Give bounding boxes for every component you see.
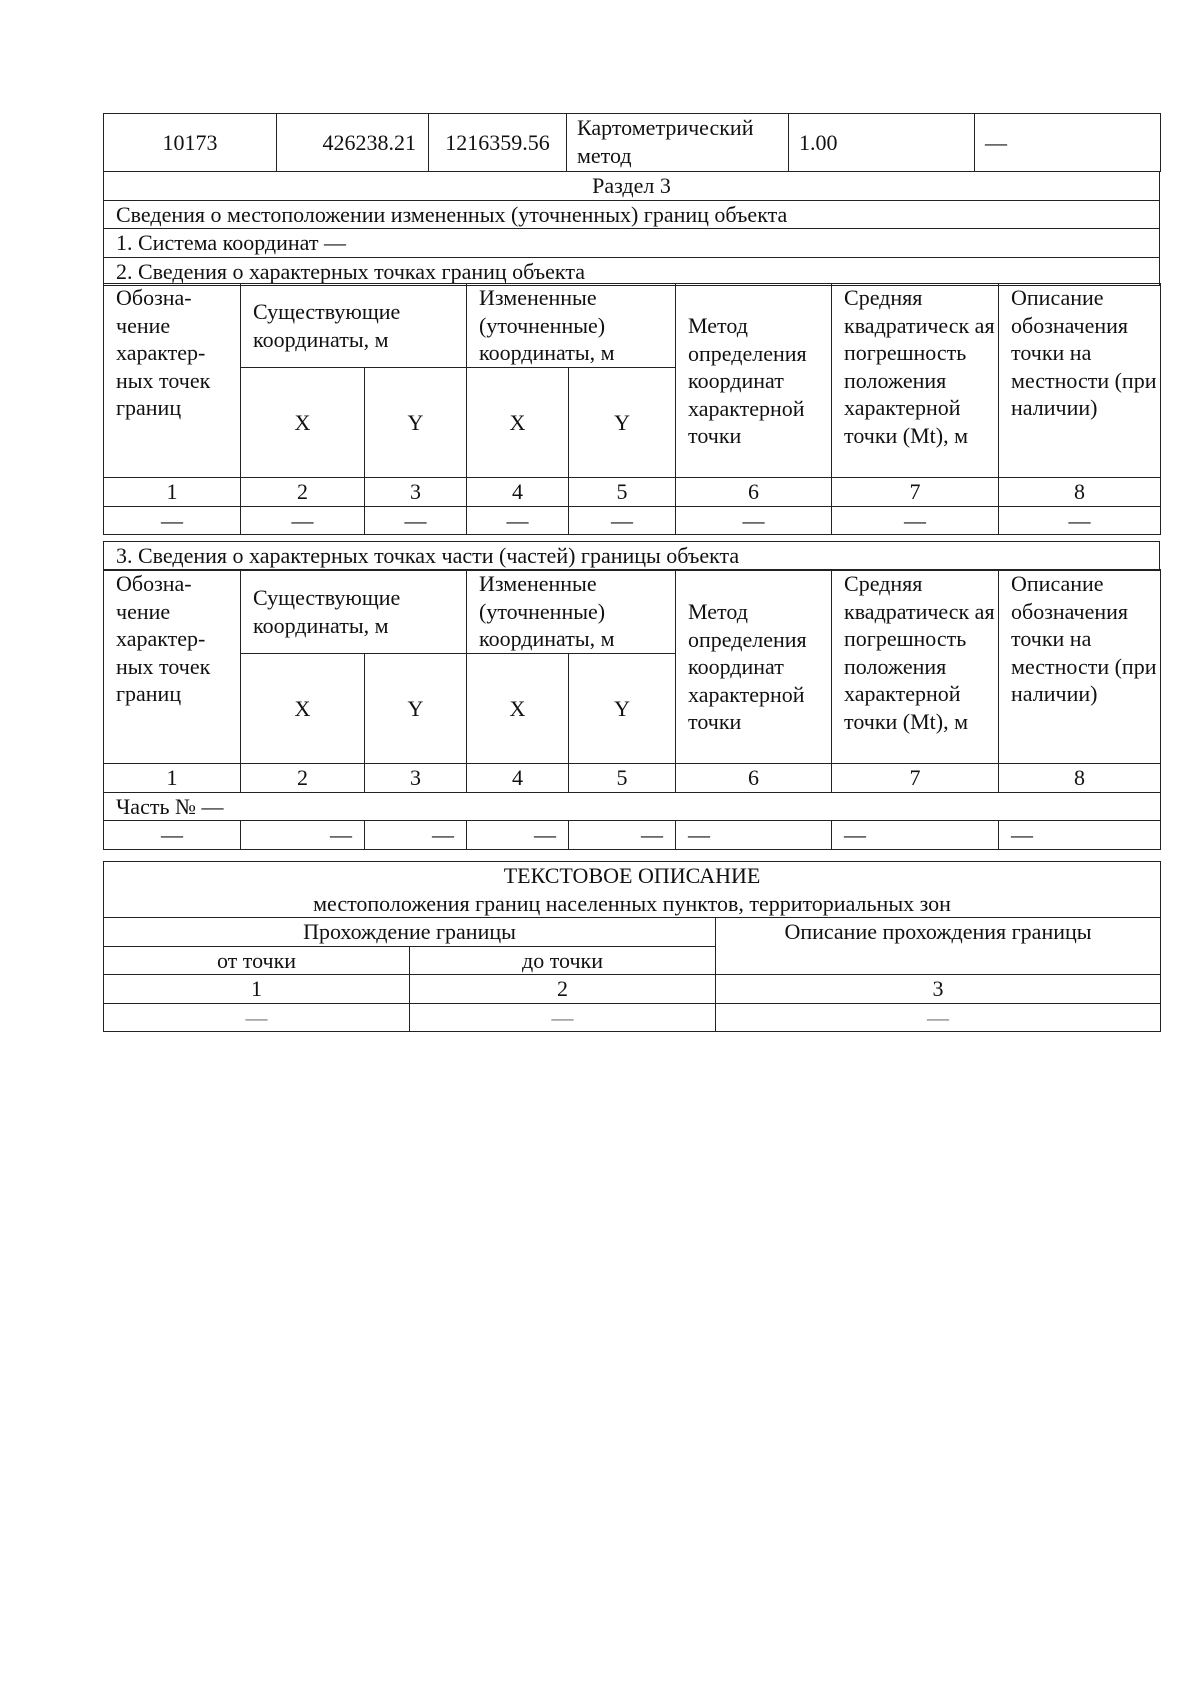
parts-cell: — xyxy=(241,821,365,850)
parts-cell: — xyxy=(365,821,467,850)
points-cell: — xyxy=(832,506,999,535)
column-number: 5 xyxy=(569,478,676,507)
header-designation: Обозна- чение характер- ных точек границ xyxy=(104,570,241,764)
passage-header: Прохождение границы xyxy=(104,918,716,947)
points-cell: — xyxy=(569,506,676,535)
header-marking: Описание обозначения точки на местности (при наличии) xyxy=(999,284,1161,478)
text-description-cell: — xyxy=(410,1003,716,1032)
header-accuracy: Средняя квадратическ ая погрешность положения характерной точки (Mt), м xyxy=(832,570,999,764)
top-row-accuracy: 1.00 xyxy=(789,114,975,172)
points-cell: — xyxy=(467,506,569,535)
column-number: 4 xyxy=(467,478,569,507)
column-number: 8 xyxy=(999,478,1161,507)
header-existing-coords: Существующие координаты, м xyxy=(241,570,467,654)
column-number: 1 xyxy=(104,478,241,507)
header-existing-coords: Существующие координаты, м xyxy=(241,284,467,368)
column-number: 3 xyxy=(716,975,1161,1004)
column-number: 2 xyxy=(410,975,716,1004)
to-point-header: до точки xyxy=(410,946,716,975)
text-description-table xyxy=(103,861,1161,1032)
column-number: 2 xyxy=(241,764,365,793)
points-table xyxy=(103,283,1161,535)
column-number: 3 xyxy=(365,478,467,507)
header-marking: Описание обозначения точки на местности (при наличии) xyxy=(999,570,1161,764)
from-point-header: от точки xyxy=(104,946,410,975)
column-number: 6 xyxy=(676,764,832,793)
points-cell: — xyxy=(241,506,365,535)
header-changed-coords: Измененные (уточненные) координаты, м xyxy=(467,284,676,368)
points-cell: — xyxy=(365,506,467,535)
column-number: 7 xyxy=(832,478,999,507)
column-number: 1 xyxy=(104,975,410,1004)
points-cell: — xyxy=(104,506,241,535)
column-number: 4 xyxy=(467,764,569,793)
header-existing-x: X xyxy=(241,368,365,478)
header-method: Метод определения координат характерной точки xyxy=(676,570,832,764)
parts-cell: — xyxy=(999,821,1161,850)
text-description-title: ТЕКСТОВОЕ ОПИСАНИЕ xyxy=(104,862,1161,890)
parts-cell: — xyxy=(104,821,241,850)
coordinate-system: 1. Система координат — xyxy=(104,229,1160,258)
header-designation: Обозна- чение характер- ных точек границ xyxy=(104,284,241,478)
header-existing-y: Y xyxy=(365,368,467,478)
text-description-subtitle: местоположения границ населенных пунктов, территориальных зон xyxy=(104,890,1161,918)
top-row-method: Картометрический метод xyxy=(567,114,789,172)
top-row-description: — xyxy=(975,114,1161,172)
header-accuracy: Средняя квадратическ ая погрешность положения характерной точки (Mt), м xyxy=(832,284,999,478)
top-row-table xyxy=(103,113,1161,172)
column-number: 7 xyxy=(832,764,999,793)
header-changed-x: X xyxy=(467,654,569,764)
top-row-x: 426238.21 xyxy=(277,114,429,172)
passage-description-header: Описание прохождения границы xyxy=(716,918,1161,975)
section3-subtitle: Сведения о местоположении измененных (уточненных) границ объекта xyxy=(104,200,1160,229)
column-number: 8 xyxy=(999,764,1161,793)
header-method: Метод определения координат характерной точки xyxy=(676,284,832,478)
part-label: Часть № — xyxy=(104,792,1161,821)
header-changed-x: X xyxy=(467,368,569,478)
parts-cell: — xyxy=(832,821,999,850)
points-cell: — xyxy=(999,506,1161,535)
header-existing-x: X xyxy=(241,654,365,764)
column-number: 1 xyxy=(104,764,241,793)
header-changed-y: Y xyxy=(569,654,676,764)
parts-cell: — xyxy=(569,821,676,850)
section3-header-table xyxy=(103,171,1160,286)
column-number: 5 xyxy=(569,764,676,793)
parts-title-table xyxy=(103,541,1160,571)
parts-table xyxy=(103,569,1161,850)
points-section-title: 2. Сведения о характерных точках границ объекта xyxy=(104,257,1160,286)
text-description-cell: — xyxy=(104,1003,410,1032)
points-cell: — xyxy=(676,506,832,535)
parts-cell: — xyxy=(467,821,569,850)
header-changed-coords: Измененные (уточненные) координаты, м xyxy=(467,570,676,654)
parts-cell: — xyxy=(676,821,832,850)
text-description-cell: — xyxy=(716,1003,1161,1032)
top-row-y: 1216359.56 xyxy=(429,114,567,172)
column-number: 2 xyxy=(241,478,365,507)
header-changed-y: Y xyxy=(569,368,676,478)
column-number: 6 xyxy=(676,478,832,507)
top-row-number: 10173 xyxy=(104,114,277,172)
parts-section-title: 3. Сведения о характерных точках части (частей) границы объекта xyxy=(104,542,1160,571)
column-number: 3 xyxy=(365,764,467,793)
header-existing-y: Y xyxy=(365,654,467,764)
section3-title: Раздел 3 xyxy=(104,172,1160,201)
